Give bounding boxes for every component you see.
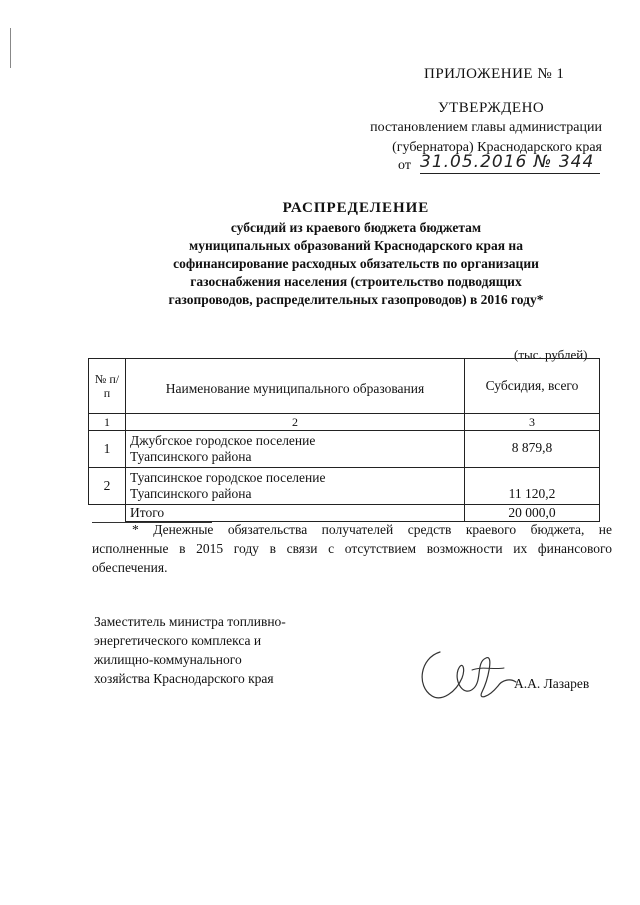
column-number: 1	[89, 414, 126, 431]
table-header-row	[89, 359, 600, 414]
heading-line-4: газоснабжения населения (строительство подводящих	[190, 274, 522, 289]
column-number: 2	[126, 414, 465, 431]
table-row	[89, 431, 600, 468]
signatory-line-1: Заместитель министра топливно-	[94, 614, 286, 629]
decree-line-1: постановлением главы администрации	[370, 120, 602, 135]
column-number: 3	[465, 414, 600, 431]
row-subsidy: 8 879,8	[465, 431, 600, 468]
heading-main: РАСПРЕДЕЛЕНИЕ	[282, 200, 430, 216]
approved-label: УТВЕРЖДЕНО	[438, 100, 545, 116]
total-value: 20 000,0	[465, 505, 600, 522]
document-heading	[140, 200, 572, 309]
column-number-row	[89, 414, 600, 431]
units-label: (тыс. рублей)	[514, 347, 588, 362]
total-empty-cell	[89, 505, 126, 522]
signatory-line-3: жилищно-коммунального	[94, 652, 242, 667]
heading-line-5: газопроводов, распределительных газопроводов) в 2016 году*	[168, 292, 544, 307]
scan-artifact-line	[10, 28, 11, 68]
row-name-line-1: Туапсинское городское поселение	[130, 470, 326, 485]
footnote-text: * Денежные обязательства получателей средств краевого бюджета, не исполненные в 2015 году в связи с отсутствием возможности их финансового обеспечения.	[92, 522, 612, 575]
header-subsidy: Субсидия, всего	[465, 359, 600, 414]
row-name-line-2: Туапсинского района	[130, 486, 252, 501]
signatory-position	[94, 612, 344, 688]
handwritten-signature	[412, 640, 522, 710]
date-prefix: от	[398, 158, 411, 173]
heading-line-3: софинансирование расходных обязательств по организации	[173, 256, 539, 271]
total-row	[89, 505, 600, 522]
handwritten-date-number: 31.05.2016 № 344	[420, 152, 600, 174]
row-num: 2	[89, 468, 126, 505]
row-name	[126, 468, 465, 505]
signatory-line-2: энергетического комплекса и	[94, 633, 262, 648]
distribution-table	[88, 358, 600, 522]
heading-line-2: муниципальных образований Краснодарского края на	[189, 238, 523, 253]
heading-line-1: субсидий из краевого бюджета бюджетам	[230, 220, 482, 235]
header-num: № п/п	[89, 359, 126, 414]
signatory-line-4: хозяйства Краснодарского края	[94, 671, 274, 686]
row-name-line-1: Джубгское городское поселение	[130, 433, 316, 448]
table-row	[89, 468, 600, 505]
appendix-title: ПРИЛОЖЕНИЕ № 1	[424, 66, 565, 82]
row-subsidy: 11 120,2	[465, 468, 600, 505]
decree-line-2: (губернатора) Краснодарского края	[392, 140, 602, 155]
row-name-line-2: Туапсинского района	[130, 449, 252, 464]
header-name: Наименование муниципального образования	[126, 359, 465, 414]
total-label: Итого	[126, 505, 465, 522]
signatory-name: А.А. Лазарев	[514, 676, 590, 691]
row-name	[126, 431, 465, 468]
row-num: 1	[89, 431, 126, 468]
